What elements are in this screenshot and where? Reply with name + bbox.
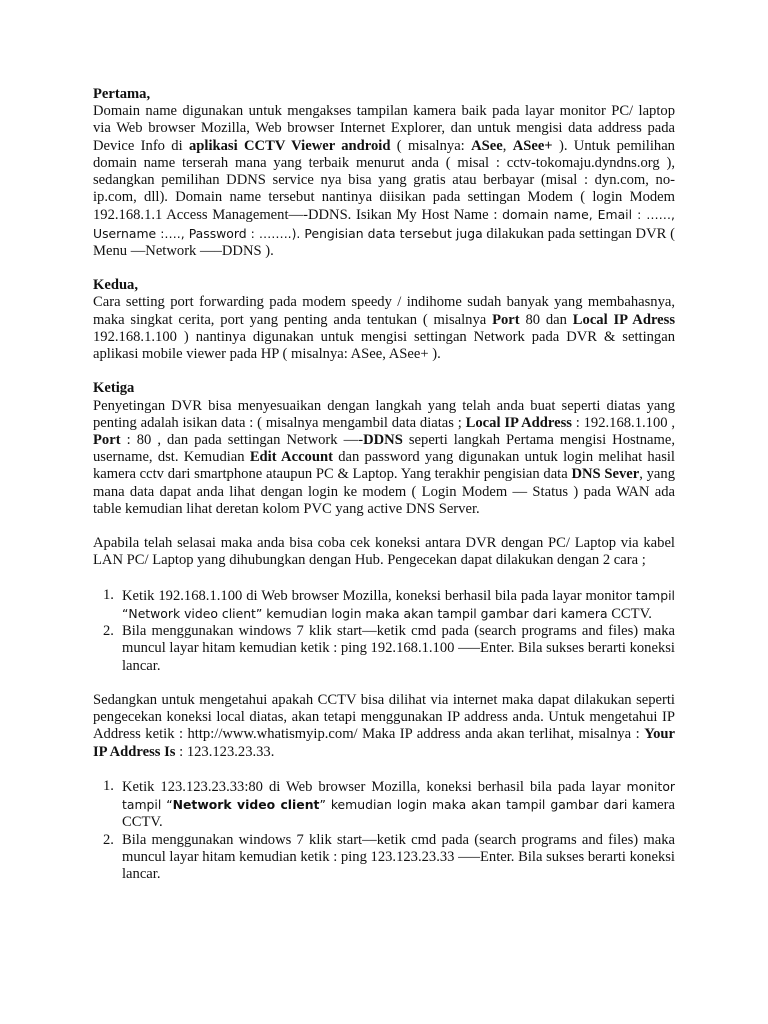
bold-text: DNS Sever bbox=[571, 466, 640, 483]
sans-text: ” kemudian login maka akan tampil gambar dari bbox=[319, 797, 628, 813]
text: : 123.123.23.33. bbox=[175, 743, 275, 760]
paragraph-pertama bbox=[93, 103, 675, 260]
list-item bbox=[93, 623, 675, 675]
bold-text: Port bbox=[93, 432, 121, 449]
list-item bbox=[93, 587, 675, 623]
text: Ketik 123.123.23.33:80 di Web browser Mozilla, koneksi berhasil bila pada layar bbox=[122, 779, 627, 796]
bold-text: Local IP Address bbox=[465, 414, 572, 431]
text: Domain name digunakan untuk mengakses tampilan kamera baik pada layar monitor PC/ laptop via Web browser Mozilla, Web browser Internet Explorer, dan untuk mengisi data address pada Device Info di bbox=[93, 103, 675, 154]
text: Bila menggunakan windows 7 klik start—ketik cmd pada (search programs and files) maka muncul layar hitam kemudian ketik : ping 192.168.1.100 —–Enter. Bila sukses berarti koneksi lancar. bbox=[122, 623, 675, 674]
text: , bbox=[502, 137, 513, 154]
list-item bbox=[93, 778, 675, 832]
paragraph-kedua bbox=[93, 294, 675, 363]
section-title-pertama: Pertama, bbox=[93, 86, 151, 102]
bold-text: Port bbox=[492, 311, 520, 328]
paragraph-ketiga bbox=[93, 398, 675, 518]
bold-text: ASee+ bbox=[512, 137, 553, 154]
text: , yang mana data dapat anda lihat dengan login ke modem ( Login Modem — Status ) pada WAN ada table kemudian lihat deretan kolom PVC yang active DNS Server. bbox=[93, 466, 675, 517]
sans-text: domain name, Email : ……, Username :…., Password : ……..). Pengisian data tersebut juga bbox=[93, 207, 675, 241]
bold-text: aplikasi CCTV Viewer android bbox=[189, 137, 391, 154]
bold-text: Network video client bbox=[172, 797, 320, 813]
text: Cara setting port forwarding pada modem speedy / indihome sudah banyak yang membahasnya, maka singkat cerita, port yang penting anda tentukan ( misalnya bbox=[93, 294, 675, 328]
list-cek-local bbox=[93, 587, 675, 675]
text: Penyetingan DVR bisa menyesuaikan dengan langkah yang telah anda buat seperti diatas yang penting adalah isikan data : ( misalnya mengambil data diatas ; bbox=[93, 397, 675, 431]
text: ). Untuk pemilihan domain name terserah mana yang terbaik menurut anda ( misal : cctv-tokomaju.dyndns.org ), sedangkan pemilihan DDNS service nya bisa yang gratis atau berbayar (misal : dyn.com, no-ip.com, dll). Domain name tersebut nantinya diisikan pada settingan Modem ( login Modem 192.168.1.1 Access Management—-DDNS. Isikan My Host Name : bbox=[93, 137, 675, 224]
sans-text: tampil “Network video client” kemudian login maka akan tampil gambar dari kamera bbox=[122, 587, 675, 622]
text: : 192.168.1.100 , bbox=[571, 414, 675, 431]
list-number: 2. bbox=[103, 623, 114, 640]
bold-text: Your IP Address Is bbox=[93, 726, 675, 760]
paragraph-cek-internet bbox=[93, 692, 675, 761]
list-cek-internet bbox=[93, 778, 675, 883]
section-title-kedua: Kedua, bbox=[93, 277, 139, 294]
bold-text: Edit Account bbox=[249, 449, 333, 466]
list-number: 2. bbox=[103, 831, 114, 848]
text: dilakukan pada settingan DVR ( Menu —Network —–DDNS ). bbox=[93, 225, 675, 259]
text: kamera CCTV. bbox=[122, 797, 675, 831]
section-title-ketiga: Ketiga bbox=[93, 380, 135, 397]
text: : 80 , dan pada settingan Network —- bbox=[120, 432, 364, 449]
list-item bbox=[93, 832, 675, 884]
document-page bbox=[93, 86, 675, 883]
text: ( misalnya: bbox=[390, 137, 472, 154]
text: Ketik 192.168.1.100 di Web browser Mozilla, koneksi berhasil bila pada layar monitor bbox=[122, 587, 636, 604]
text: 192.168.1.100 ) nantinya digunakan untuk mengisi settingan Network pada DVR & settingan aplikasi mobile viewer pada HP ( misalnya: ASee, ASee+ ). bbox=[93, 328, 675, 363]
list-number: 1. bbox=[103, 586, 114, 603]
sans-text: monitor tampil “ bbox=[122, 779, 675, 813]
text: Sedangkan untuk mengetahui apakah CCTV bisa dilihat via internet maka dapat dilakukan seperti pengecekan koneksi local diatas, akan tetapi menggunakan IP address anda. Untuk mengetahui IP Address ketik : http://www.whatismyip.com/ Maka IP address anda akan terlihat, misalnya : bbox=[93, 692, 675, 743]
text: seperti langkah Pertama mengisi Hostname, username, dst. Kemudian bbox=[93, 432, 676, 466]
text: 80 dan bbox=[519, 311, 573, 328]
bold-text: ASee bbox=[471, 137, 503, 154]
bold-text: Local IP Adress bbox=[572, 311, 675, 328]
text: dan password yang digunakan untuk login melihat hasil kamera cctv dari smartphone ataupun PC & Laptop. Yang terakhir pengisian data bbox=[93, 449, 675, 483]
text: Bila menggunakan windows 7 klik start—ketik cmd pada (search programs and files) maka muncul layar hitam kemudian ketik : ping 123.123.23.33 —–Enter. Bila sukses berarti koneksi lancar. bbox=[122, 831, 675, 883]
list-number: 1. bbox=[103, 778, 114, 795]
paragraph-cek-koneksi: Apabila telah selasai maka anda bisa coba cek koneksi antara DVR dengan PC/ Laptop via kabel LAN PC/ Laptop yang dihubungkan dengan Hub. Pengecekan dapat dilakukan dengan 2 cara ; bbox=[93, 535, 675, 569]
text: CCTV. bbox=[607, 606, 652, 623]
bold-text: DDNS bbox=[363, 432, 403, 449]
